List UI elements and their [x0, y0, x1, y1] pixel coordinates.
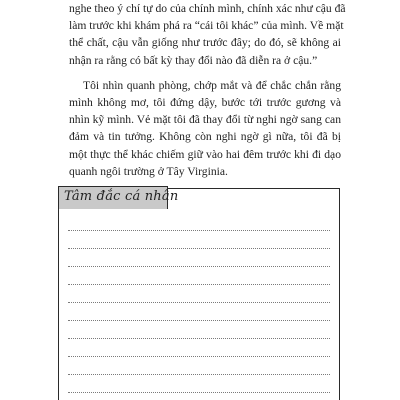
note-writing-line: [68, 338, 330, 339]
text-line: nhận ra rằng có bất kỳ thay đổi nào đã diễn ra ở cậu.”: [69, 53, 318, 67]
note-writing-line: [68, 392, 330, 393]
note-writing-line: [68, 356, 330, 357]
notes-box: [58, 188, 340, 400]
note-writing-line: [68, 266, 330, 267]
note-writing-line: [68, 248, 330, 249]
note-writing-line: [68, 230, 330, 231]
text-line: mình không mơ, tôi đứng dậy, bước tới trước gương và: [69, 96, 341, 110]
text-line: Tôi nhìn quanh phòng, chớp mắt và để chắc chắn rằng: [83, 78, 341, 92]
text-line: nghe theo ý chí tự do của chính mình, chính xác như cậu đã: [69, 2, 346, 15]
text-line: thể chất, cậu vẫn giống như trước đây; do đó, sẽ không ai: [69, 36, 341, 50]
text-line: một thực thể khác chiếm giữ vào hai đêm trước khi đi dạo: [69, 147, 341, 161]
note-writing-line: [68, 374, 330, 375]
notes-title: Tâm đắc cá nhân: [64, 189, 179, 204]
note-writing-line: [68, 320, 330, 321]
text-line: quanh ngôi trường ở Tây Virginia.: [69, 164, 228, 178]
note-writing-line: [68, 302, 330, 303]
note-writing-line: [68, 284, 330, 285]
paragraph-1: [69, 0, 346, 69]
body-text: [69, 0, 346, 180]
text-line: làm trước khi khám phá ra “cái tôi khác” của mình. Về mặt: [69, 19, 344, 33]
text-line: đảm và tin tưởng. Không còn nghi ngờ gì nữa, tôi đã bị: [69, 130, 341, 144]
text-line: nhìn kỹ mình. Vẻ mặt tôi đã thay đổi từ nghi ngờ sang can: [69, 113, 341, 127]
paragraph-2: [69, 77, 341, 180]
